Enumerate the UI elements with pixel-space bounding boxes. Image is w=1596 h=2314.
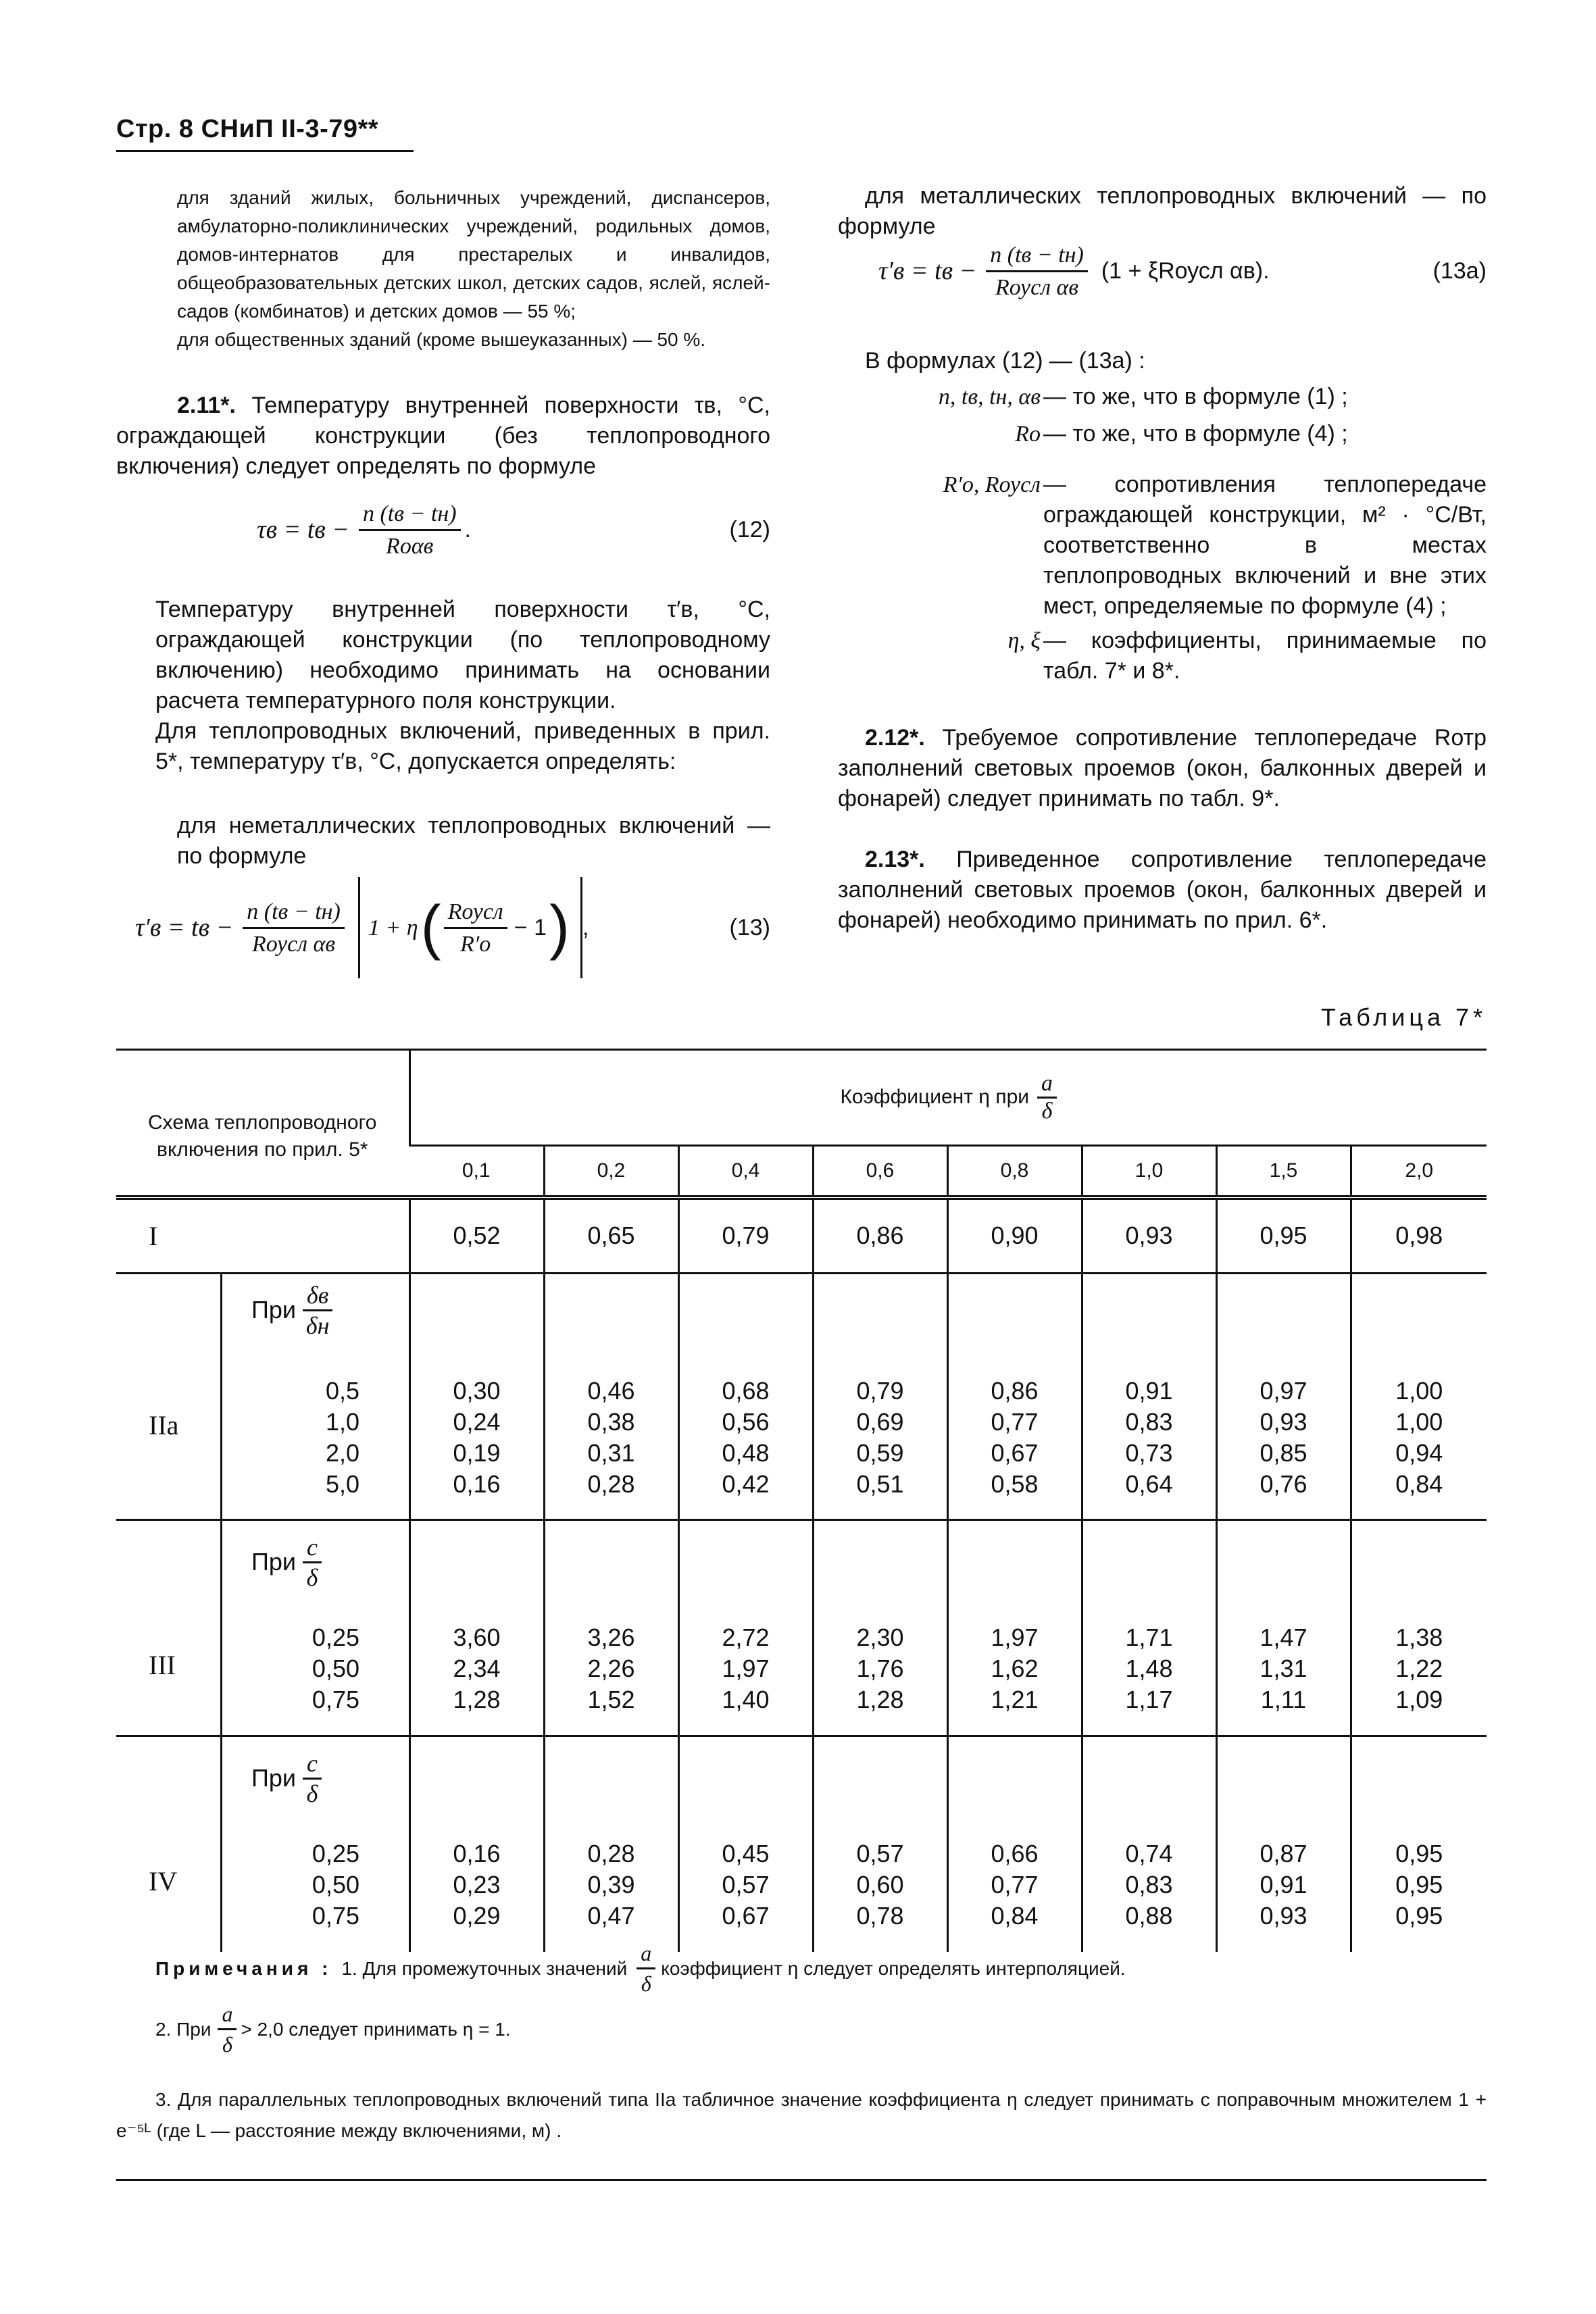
coef-header-fraction — [1037, 1071, 1057, 1124]
definition-1-text: — то же, что в формуле (1) ; — [1043, 384, 1348, 409]
section-2-12-number: 2.12*. — [865, 725, 925, 751]
formula-13-fraction — [243, 897, 345, 959]
table-7 — [116, 1051, 1487, 1952]
formula-13-inner-tail: − 1 — [514, 914, 547, 940]
param-value: 0,25 — [311, 1623, 359, 1651]
left-para-1: для зданий жилых, больничных учреждений, диспансеров, амбулаторно-поликлинических учреждений, родильных домов, домов-интернатов для престарелых и инвалидов, общеобразовательных детских школ, детских садов, яслей, яслей-садов (комбинатов) и детских домов — 55 %; — [177, 187, 770, 322]
formula-13a-lhs: τ′в = tв − — [878, 257, 977, 285]
coef-header-cell — [409, 1051, 1487, 1145]
column-header: 0,6 — [813, 1145, 947, 1196]
formula-13a-tag: (13а) — [1432, 258, 1487, 284]
param-value: 0,25 — [311, 1839, 359, 1867]
table-cell-group: 1,00 1,00 0,94 0,84 — [1351, 1273, 1487, 1519]
section-2-11-text: Температуру внутренней поверхности τв, °С, ограждающей конструкции (без теплопроводного включения) следует определять по формуле — [116, 393, 770, 479]
table-cell-group: 1,71 1,48 1,17 — [1082, 1519, 1216, 1736]
ratio-fraction: $\frac{c}{\delta}$ — [303, 1533, 322, 1592]
param-value: 5,0 — [325, 1469, 359, 1498]
column-header: 2,0 — [1351, 1145, 1487, 1196]
definition-3-symbol: R′о, Rоусл — [943, 472, 1041, 497]
section-2-12 — [838, 723, 1487, 814]
table-cell-group: 0,45 0,57 0,67 — [678, 1736, 813, 1952]
param-value: 2,0 — [325, 1438, 359, 1467]
page-header: Стр. 8 СНиП II-3-79** — [116, 115, 379, 143]
formula-13-lhs: τ′в = tв − — [135, 913, 234, 942]
notes-label: Примечания : — [155, 1957, 332, 1979]
row-label-III: III При $\frac{c}{\delta}$ 0,25 0,50 0,75 — [116, 1519, 409, 1736]
note-1-fraction: $\frac{a}{\delta}$ — [637, 1939, 655, 1998]
table-cell-group: 0,86 0,77 0,67 0,58 — [947, 1273, 1082, 1519]
coef-header: Коэффициент η при — [840, 1086, 1030, 1109]
formula-12: τв = tв − $\frac{n (tв - tн)}{\text{Rоαв}}$ . (12) — [257, 499, 770, 561]
ratio-fraction: $\frac{c}{\delta}$ — [303, 1749, 322, 1808]
table-cell-group: 0,66 0,77 0,84 — [947, 1736, 1082, 1952]
formula-13-numerator: n (tв − tн) — [243, 897, 345, 929]
formula-13-inner-denominator: R′о — [460, 931, 491, 957]
coef-header-fraction-den: δ — [1041, 1098, 1053, 1124]
table-cell-group: 1,97 1,62 1,21 — [947, 1519, 1082, 1736]
table-cell-group: 0,57 0,60 0,78 — [813, 1736, 947, 1952]
left-para-2: для общественных зданий (кроме вышеуказанных) — 50 %. — [177, 329, 706, 350]
formula-13-denominator: Rоусл αв — [251, 931, 336, 957]
table-row-IIa — [116, 1273, 1487, 1519]
table-cell-group: 1,47 1,31 1,11 — [1216, 1519, 1351, 1736]
row-label-IIa: IIa При $\frac{\delta в}{\delta н}$ 0,5 1,0 2,0 5,0 — [116, 1273, 409, 1519]
scheme-header-cell — [116, 1051, 409, 1196]
header-rule — [116, 150, 414, 152]
note-2 — [155, 2000, 1487, 2059]
column-header: 0,8 — [947, 1145, 1082, 1196]
note-2-fraction: $\frac{a}{\delta}$ — [218, 2000, 236, 2059]
table-cell-group: 0,46 0,38 0,31 0,28 — [544, 1273, 678, 1519]
formula-12-numerator: n (tв − tн) — [359, 499, 461, 531]
table-cell: 0,65 — [544, 1199, 678, 1273]
note-3: 3. Для параллельных теплопроводных включений типа IIa табличное значение коэффициента η следует принимать с поправочным множителем 1 + e⁻⁵ᴸ (где L — расстояние между включениями, м) . — [116, 2089, 1487, 2141]
right-para-1: для металлических теплопроводных включений — по формуле — [838, 183, 1487, 239]
table-cell-group: 0,91 0,83 0,73 0,64 — [1082, 1273, 1216, 1519]
bottom-rule — [116, 2179, 1487, 2181]
definition-2-text: — то же, что в формуле (4) ; — [1043, 421, 1348, 447]
formula-13a — [878, 240, 1487, 303]
table-cell-group: 0,74 0,83 0,88 — [1082, 1736, 1216, 1952]
table-cell-group: 0,87 0,91 0,93 — [1216, 1736, 1351, 1952]
table-cell-group: 3,60 2,34 1,28 — [409, 1519, 544, 1736]
table-cell: 0,86 — [813, 1199, 947, 1273]
formula-13-bracket-head: 1 + η — [368, 915, 418, 940]
left-para-3: Температуру внутренней поверхности τ′в, °С, ограждающей конструкции (по теплопроводному включению) необходимо принимать на основании расчета температурного поля конструкции. — [155, 597, 770, 713]
row-label-I: I — [116, 1199, 409, 1273]
formula-13-tag: (13) — [729, 914, 770, 940]
note-2-text-a: 2. При — [155, 2018, 211, 2040]
table-cell-group: 3,26 2,26 1,52 — [544, 1519, 678, 1736]
section-2-11 — [116, 391, 770, 482]
table-cell-group: 1,38 1,22 1,09 — [1351, 1519, 1487, 1736]
column-header: 0,2 — [544, 1145, 678, 1196]
note-1-text-b: коэффициент η следует определять интерполяцией. — [661, 1957, 1126, 1979]
table-caption: Таблица 7* — [1320, 1003, 1487, 1031]
column-header: 0,1 — [409, 1145, 544, 1196]
column-header: 0,4 — [678, 1145, 813, 1196]
column-header: 1,5 — [1216, 1145, 1351, 1196]
column-header: 1,0 — [1082, 1145, 1216, 1196]
table-cell-group: 2,72 1,97 1,40 — [678, 1519, 813, 1736]
definition-3 — [838, 470, 1487, 622]
definition-4-text: — коэффициенты, принимаемые по табл. 7* и 8*. — [1043, 628, 1487, 684]
table-cell-group: 0,16 0,23 0,29 — [409, 1736, 544, 1952]
param-value: 0,75 — [311, 1901, 359, 1930]
note-1-text-a: 1. Для промежуточных значений — [341, 1957, 628, 1979]
definition-3-text: — сопротивления теплопередаче ограждающей конструкции, м² · °С/Вт, соответственно в местах теплопроводных включений и вне этих мест, определяемые по формуле (4) ; — [1043, 472, 1487, 619]
definition-4 — [838, 626, 1487, 686]
right-in-formulas: В формулах (12) — (13а) : — [865, 348, 1145, 374]
scheme-header: Схема теплопроводного включения по прил. 5* — [148, 1111, 377, 1161]
formula-13-bracket: 1 + η ( $\frac{\text{Rоусл}}{R'о}$ − 1 ) — [358, 877, 582, 978]
definition-1-symbol: n, tв, tн, αв — [938, 384, 1041, 409]
param-value: 0,5 — [325, 1376, 359, 1405]
table-cell-group: 0,95 0,95 0,95 — [1351, 1736, 1487, 1952]
formula-12-denominator: Rоαв — [386, 534, 434, 559]
table-row-I — [116, 1199, 1487, 1273]
table-cell: 0,79 — [678, 1199, 813, 1273]
definition-1 — [838, 382, 1487, 412]
section-2-12-text: Требуемое сопротивление теплопередаче Rотр заполнений световых проемов (окон, балконных дверей и фонарей) следует принимать по табл. 9*. — [838, 725, 1487, 811]
section-2-13-number: 2.13*. — [865, 847, 925, 872]
definition-4-symbol: η, ξ — [1007, 628, 1041, 653]
table-cell-group: 2,30 1,76 1,28 — [813, 1519, 947, 1736]
table-row-III — [116, 1519, 1487, 1736]
definition-2 — [838, 419, 1487, 449]
left-para-4: Для теплопроводных включений, приведенных в прил. 5*, температуру τ′в, °С, допускается определять: — [155, 718, 770, 774]
param-value: 0,50 — [311, 1870, 359, 1898]
formula-13a-fraction — [986, 240, 1088, 303]
left-para-5: для неметаллических теплопроводных включений — по формуле — [177, 813, 770, 869]
formula-13-inner-fraction — [444, 897, 507, 959]
section-2-13 — [838, 845, 1487, 936]
note-2-text-b: > 2,0 следует принимать η = 1. — [241, 2018, 511, 2040]
table-cell-group: 0,79 0,69 0,59 0,51 — [813, 1273, 947, 1519]
table-cell: 0,93 — [1082, 1199, 1216, 1273]
table-cell: 0,95 — [1216, 1199, 1351, 1273]
table-cell-group: 0,68 0,56 0,48 0,42 — [678, 1273, 813, 1519]
table-row-IV — [116, 1736, 1487, 1952]
coef-header-fraction-num: a — [1037, 1071, 1057, 1099]
formula-13-inner-numerator: Rоусл — [444, 897, 507, 929]
param-value: 0,75 — [311, 1685, 359, 1713]
param-value: 1,0 — [325, 1407, 359, 1436]
table-cell: 0,98 — [1351, 1199, 1487, 1273]
formula-13: τ′в = tв − $\frac{n (tв - tн)}{\text{Rоусл αв}}$ 1 + η ( $\frac{\text{Rоусл}}{R'о}$ − 1 ) , (13) — [135, 877, 770, 978]
definitions — [838, 382, 1487, 686]
table-cell: 0,90 — [947, 1199, 1082, 1273]
table-header-row-1 — [116, 1051, 1487, 1145]
formula-12-tag: (12) — [729, 517, 770, 543]
note-1 — [155, 1939, 1487, 1998]
table-cell-group: 0,30 0,24 0,19 0,16 — [409, 1273, 544, 1519]
row-label-IV: IV При $\frac{c}{\delta}$ 0,25 0,50 0,75 — [116, 1736, 409, 1952]
ratio-fraction: $\frac{\delta в}{\delta н}$ — [303, 1281, 332, 1340]
formula-13a-numerator: n (tв − tн) — [986, 240, 1088, 272]
section-2-11-number: 2.11*. — [177, 393, 236, 418]
table-cell-group: 0,28 0,39 0,47 — [544, 1736, 678, 1952]
formula-12-fraction — [359, 499, 461, 561]
formula-13a-tail: (1 + ξRоусл αв). — [1101, 258, 1270, 284]
table-cell: 0,52 — [409, 1199, 544, 1273]
table-cell-group: 0,97 0,93 0,85 0,76 — [1216, 1273, 1351, 1519]
param-value: 0,50 — [311, 1654, 359, 1682]
definition-2-symbol: Rо — [1015, 422, 1041, 447]
section-2-13-text: Приведенное сопротивление теплопередаче заполнений световых проемов (окон, балконных дверей и фонарей) необходимо принимать по прил. 6*. — [838, 847, 1487, 933]
formula-12-lhs: τв = tв − — [257, 515, 349, 544]
formula-13a-denominator: Rоусл αв — [995, 275, 1079, 300]
